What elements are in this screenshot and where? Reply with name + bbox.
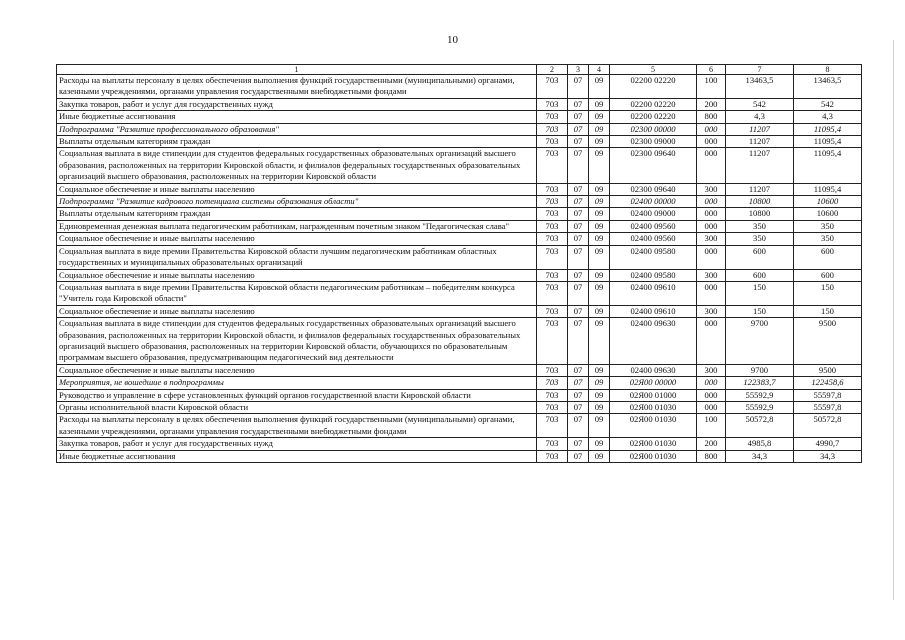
header-cell: 5 [610,65,697,75]
row-name-cell: Социальное обеспечение и иные выплаты населению [57,269,537,281]
row-amount-year2-cell: 10600 [794,196,862,208]
table-row [57,389,862,401]
row-section-cell: 07 [568,111,589,123]
table-row [57,305,862,317]
table-row [57,377,862,389]
row-expense-type-cell: 000 [697,136,726,148]
row-amount-year1-cell: 10800 [726,208,794,220]
row-section-cell: 07 [568,281,589,305]
row-subsection-cell: 09 [589,450,610,462]
row-expense-type-cell: 000 [697,281,726,305]
table-row [57,123,862,135]
header-cell: 1 [57,65,537,75]
table-row [57,364,862,376]
row-target-article-cell: 02400 09560 [610,220,697,232]
row-target-article-cell: 02400 00000 [610,196,697,208]
row-subsection-cell: 09 [589,401,610,413]
row-subsection-cell: 09 [589,111,610,123]
page-number: 10 [447,34,458,46]
row-expense-type-cell: 200 [697,98,726,110]
table-row [57,208,862,220]
row-subsection-cell: 09 [589,281,610,305]
row-amount-year1-cell: 600 [726,269,794,281]
row-name-cell: Закупка товаров, работ и услуг для государственных нужд [57,438,537,450]
row-subsection-cell: 09 [589,148,610,183]
row-name-cell: Иные бюджетные ассигнования [57,111,537,123]
row-code-cell: 703 [537,196,568,208]
row-amount-year1-cell: 9700 [726,364,794,376]
row-section-cell: 07 [568,389,589,401]
row-section-cell: 07 [568,318,589,365]
row-expense-type-cell: 000 [697,208,726,220]
row-expense-type-cell: 300 [697,183,726,195]
row-name-cell: Выплаты отдельным категориям граждан [57,136,537,148]
row-amount-year1-cell: 55592,9 [726,389,794,401]
row-subsection-cell: 09 [589,269,610,281]
row-subsection-cell: 09 [589,389,610,401]
row-expense-type-cell: 300 [697,233,726,245]
row-amount-year1-cell: 55592,9 [726,401,794,413]
row-amount-year2-cell: 150 [794,305,862,317]
row-expense-type-cell: 000 [697,123,726,135]
row-code-cell: 703 [537,401,568,413]
row-code-cell: 703 [537,450,568,462]
row-target-article-cell: 02300 09640 [610,183,697,195]
row-code-cell: 703 [537,183,568,195]
row-target-article-cell: 02300 09000 [610,136,697,148]
row-expense-type-cell: 000 [697,318,726,365]
row-amount-year2-cell: 10600 [794,208,862,220]
row-amount-year2-cell: 9500 [794,364,862,376]
row-subsection-cell: 09 [589,233,610,245]
row-amount-year1-cell: 542 [726,98,794,110]
row-name-cell: Подпрограмма "Развитие профессионального образования" [57,123,537,135]
table-row [57,401,862,413]
row-subsection-cell: 09 [589,75,610,99]
row-amount-year1-cell: 600 [726,245,794,269]
row-code-cell: 703 [537,75,568,99]
row-amount-year2-cell: 11095,4 [794,148,862,183]
row-section-cell: 07 [568,148,589,183]
row-amount-year2-cell: 350 [794,220,862,232]
row-subsection-cell: 09 [589,220,610,232]
table-row [57,450,862,462]
row-subsection-cell: 09 [589,377,610,389]
row-amount-year2-cell: 34,3 [794,450,862,462]
row-section-cell: 07 [568,305,589,317]
row-code-cell: 703 [537,364,568,376]
row-target-article-cell: 02Я00 00000 [610,377,697,389]
row-code-cell: 703 [537,389,568,401]
row-code-cell: 703 [537,148,568,183]
row-name-cell: Социальное обеспечение и иные выплаты населению [57,233,537,245]
row-name-cell: Расходы на выплаты персоналу в целях обеспечения выполнения функций государственными (муниципальными) органами, казенными учреждениями, органами управления государственными внебюджетными фондами [57,414,537,438]
row-code-cell: 703 [537,233,568,245]
row-name-cell: Социальное обеспечение и иные выплаты населению [57,305,537,317]
row-target-article-cell: 02400 09610 [610,305,697,317]
row-amount-year1-cell: 11207 [726,123,794,135]
row-expense-type-cell: 100 [697,414,726,438]
row-amount-year2-cell: 150 [794,281,862,305]
row-amount-year1-cell: 13463,5 [726,75,794,99]
row-code-cell: 703 [537,111,568,123]
row-target-article-cell: 02200 02220 [610,75,697,99]
row-name-cell: Органы исполнительной власти Кировской области [57,401,537,413]
row-target-article-cell: 02400 09630 [610,318,697,365]
row-expense-type-cell: 000 [697,389,726,401]
row-target-article-cell: 02Я00 01000 [610,389,697,401]
row-code-cell: 703 [537,318,568,365]
row-target-article-cell: 02400 09610 [610,281,697,305]
row-name-cell: Социальная выплата в виде премии Правительства Кировской области лучшим педагогическим работникам областных государственных и муниципальных образовательных организаций [57,245,537,269]
table-row [57,269,862,281]
row-name-cell: Социальное обеспечение и иные выплаты населению [57,183,537,195]
row-name-cell: Социальная выплата в виде стипендии для студентов федеральных государственных образовательных организаций высшего образования, расположенных на территории Кировской области, и филиалов федеральных государственных образовательных организаций высшего образования, расположенных на территории Кировской области [57,148,537,183]
row-section-cell: 07 [568,269,589,281]
row-expense-type-cell: 300 [697,364,726,376]
row-section-cell: 07 [568,183,589,195]
row-section-cell: 07 [568,98,589,110]
row-name-cell: Выплаты отдельным категориям граждан [57,208,537,220]
table-row [57,136,862,148]
header-cell: 8 [794,65,862,75]
row-subsection-cell: 09 [589,305,610,317]
row-target-article-cell: 02200 02220 [610,111,697,123]
table-row [57,414,862,438]
row-amount-year2-cell: 11095,4 [794,136,862,148]
row-name-cell: Социальное обеспечение и иные выплаты населению [57,364,537,376]
header-cell: 6 [697,65,726,75]
row-code-cell: 703 [537,281,568,305]
row-code-cell: 703 [537,208,568,220]
row-section-cell: 07 [568,123,589,135]
row-amount-year2-cell: 542 [794,98,862,110]
row-subsection-cell: 09 [589,136,610,148]
header-cell: 7 [726,65,794,75]
header-cell: 4 [589,65,610,75]
row-target-article-cell: 02Я00 01030 [610,438,697,450]
row-section-cell: 07 [568,245,589,269]
row-target-article-cell: 02400 09000 [610,208,697,220]
row-name-cell: Мероприятия, не вошедшие в подпрограммы [57,377,537,389]
row-amount-year1-cell: 11207 [726,183,794,195]
row-amount-year1-cell: 50572,8 [726,414,794,438]
row-amount-year2-cell: 122458,6 [794,377,862,389]
row-section-cell: 07 [568,233,589,245]
row-code-cell: 703 [537,220,568,232]
row-code-cell: 703 [537,98,568,110]
table-row [57,438,862,450]
row-name-cell: Руководство и управление в сфере установленных функций органов государственной власти Кировской области [57,389,537,401]
table-row [57,233,862,245]
row-subsection-cell: 09 [589,318,610,365]
row-name-cell: Расходы на выплаты персоналу в целях обеспечения выполнения функций государственными (муниципальными) органами, казенными учреждениями, органами управления государственными внебюджетными фондами [57,75,537,99]
row-section-cell: 07 [568,220,589,232]
row-amount-year1-cell: 150 [726,305,794,317]
row-amount-year1-cell: 9700 [726,318,794,365]
row-code-cell: 703 [537,305,568,317]
row-name-cell: Подпрограмма "Развитие кадрового потенциала системы образования области" [57,196,537,208]
table-row [57,75,862,99]
row-subsection-cell: 09 [589,183,610,195]
row-amount-year1-cell: 122383,7 [726,377,794,389]
row-section-cell: 07 [568,136,589,148]
row-amount-year1-cell: 11207 [726,136,794,148]
table-row [57,245,862,269]
row-section-cell: 07 [568,438,589,450]
row-subsection-cell: 09 [589,98,610,110]
row-subsection-cell: 09 [589,245,610,269]
row-amount-year2-cell: 50572,8 [794,414,862,438]
row-amount-year1-cell: 10800 [726,196,794,208]
row-section-cell: 07 [568,75,589,99]
row-amount-year1-cell: 4,3 [726,111,794,123]
row-subsection-cell: 09 [589,438,610,450]
row-expense-type-cell: 800 [697,450,726,462]
row-amount-year2-cell: 600 [794,269,862,281]
table-row [57,196,862,208]
row-expense-type-cell: 000 [697,401,726,413]
row-amount-year1-cell: 34,3 [726,450,794,462]
row-target-article-cell: 02Я00 01030 [610,414,697,438]
row-subsection-cell: 09 [589,123,610,135]
row-expense-type-cell: 000 [697,245,726,269]
table-row [57,183,862,195]
row-amount-year2-cell: 55597,8 [794,389,862,401]
row-section-cell: 07 [568,450,589,462]
row-amount-year2-cell: 9500 [794,318,862,365]
row-expense-type-cell: 200 [697,438,726,450]
row-section-cell: 07 [568,414,589,438]
table-row [57,111,862,123]
row-name-cell: Закупка товаров, работ и услуг для государственных нужд [57,98,537,110]
table-row [57,98,862,110]
row-name-cell: Социальная выплата в виде стипендии для студентов федеральных государственных образовательных организаций высшего образования, расположенных на территории Кировской области, и филиалов федеральных государственных образовательных организаций высшего образования, расположенных на территории Кировской области, обучающихся по образовательным программам высшего образования, предусматривающим педагогический вид деятельности [57,318,537,365]
row-amount-year2-cell: 4990,7 [794,438,862,450]
row-subsection-cell: 09 [589,414,610,438]
row-expense-type-cell: 100 [697,75,726,99]
row-name-cell: Единовременная денежная выплата педагогическим работникам, награжденным почетным знаком "Педагогическая слава" [57,220,537,232]
row-code-cell: 703 [537,245,568,269]
row-amount-year1-cell: 11207 [726,148,794,183]
row-amount-year1-cell: 350 [726,220,794,232]
header-cell: 2 [537,65,568,75]
row-code-cell: 703 [537,377,568,389]
row-subsection-cell: 09 [589,196,610,208]
table-row [57,220,862,232]
table-row [57,148,862,183]
row-target-article-cell: 02400 09630 [610,364,697,376]
row-target-article-cell: 02300 09640 [610,148,697,183]
row-amount-year2-cell: 350 [794,233,862,245]
row-target-article-cell: 02300 00000 [610,123,697,135]
row-amount-year2-cell: 13463,5 [794,75,862,99]
row-code-cell: 703 [537,414,568,438]
row-target-article-cell: 02Я00 01030 [610,401,697,413]
row-expense-type-cell: 800 [697,111,726,123]
row-name-cell: Иные бюджетные ассигнования [57,450,537,462]
row-expense-type-cell: 300 [697,269,726,281]
row-target-article-cell: 02200 02220 [610,98,697,110]
row-code-cell: 703 [537,136,568,148]
row-expense-type-cell: 000 [697,377,726,389]
row-target-article-cell: 02400 09580 [610,269,697,281]
row-amount-year2-cell: 4,3 [794,111,862,123]
row-amount-year2-cell: 11095,4 [794,183,862,195]
row-amount-year1-cell: 4985,8 [726,438,794,450]
budget-table-body [57,65,862,463]
row-code-cell: 703 [537,269,568,281]
row-section-cell: 07 [568,208,589,220]
row-amount-year2-cell: 11095,4 [794,123,862,135]
row-amount-year1-cell: 350 [726,233,794,245]
row-section-cell: 07 [568,401,589,413]
row-expense-type-cell: 000 [697,220,726,232]
row-expense-type-cell: 000 [697,148,726,183]
row-expense-type-cell: 300 [697,305,726,317]
row-section-cell: 07 [568,377,589,389]
row-section-cell: 07 [568,364,589,376]
row-amount-year2-cell: 55597,8 [794,401,862,413]
table-row [57,318,862,365]
header-cell: 3 [568,65,589,75]
row-target-article-cell: 02Я00 01030 [610,450,697,462]
row-code-cell: 703 [537,123,568,135]
table-header-row [57,65,862,75]
row-subsection-cell: 09 [589,364,610,376]
budget-table [56,64,862,463]
page-edge-line [893,40,894,600]
table-row [57,281,862,305]
row-target-article-cell: 02400 09580 [610,245,697,269]
row-amount-year1-cell: 150 [726,281,794,305]
row-section-cell: 07 [568,196,589,208]
row-subsection-cell: 09 [589,208,610,220]
row-name-cell: Социальная выплата в виде премии Правительства Кировской области педагогическим работникам – победителям конкурса "Учитель года Кировской области" [57,281,537,305]
row-target-article-cell: 02400 09560 [610,233,697,245]
row-expense-type-cell: 000 [697,196,726,208]
row-amount-year2-cell: 600 [794,245,862,269]
row-code-cell: 703 [537,438,568,450]
